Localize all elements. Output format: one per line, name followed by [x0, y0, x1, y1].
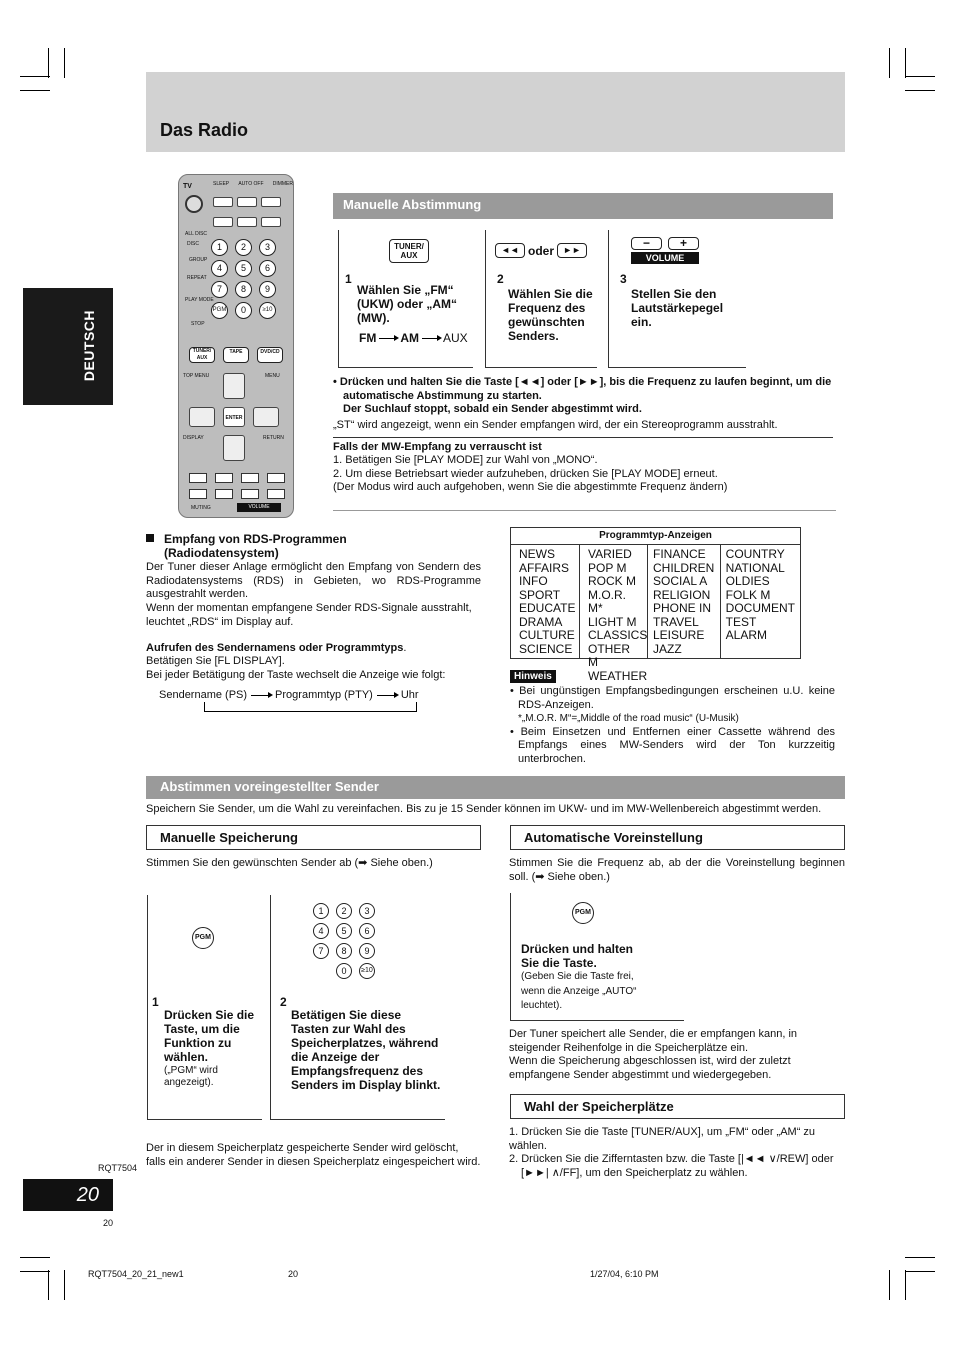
volume-row [189, 489, 285, 499]
fast-forward-key: ►► [557, 243, 587, 258]
step-number: 1 [152, 995, 159, 1009]
enter-key: ENTER [223, 407, 245, 427]
auto-tuning-note: • Drücken und halten Sie die Taste [◄◄] oder [►►], bis die Frequenz zu laufen beginnt, um die automatische Abstimmung zu starten. Der Suchlauf stoppt, sobald ein Sender abgestimmt wird. [333, 376, 832, 415]
rds-display-cycle: Sendername (PS) Programmtyp (PTY) Uhr [159, 689, 419, 701]
step-divider [147, 895, 148, 1120]
step-divider [338, 230, 339, 368]
file-name: RQT7504_20_21_new1 [88, 1269, 184, 1279]
step-number: 2 [497, 272, 504, 286]
rds-heading: Empfang von RDS-Programmen (Radiodatensystem) [164, 532, 347, 560]
pgm-key: PGM [192, 927, 214, 949]
page-number: 20 [23, 1179, 113, 1211]
step-divider [270, 895, 271, 1120]
remote-button [213, 217, 233, 227]
table-column: NEWS AFFAIRS INFO SPORT EDUCATE DRAMA CULTURE SCIENCE [511, 545, 580, 658]
auto-preset-para: Der Tuner speichert alle Sender, die er empfangen kann, in steigender Reihenfolge in die Speicherplätze ein. Wenn die Speicherung abgeschlossen ist, wird der zuletzt empfangene Sender abgestimmt und wiedergegeben. [509, 1028, 798, 1081]
step-divider [485, 367, 597, 368]
mw-steps: 1. Betätigen Sie [PLAY MODE] zur Wahl von „MONO“. 2. Um diese Betriebsart wieder aufzuheben, drücken Sie [PLAY MODE] erneut. (Der Modus wird auch aufgehoben, wenn Sie die abgestimmte Frequenz ändern) [333, 454, 728, 493]
down-arrow-key [223, 435, 245, 461]
rds-instructions: Betätigen Sie [FL DISPLAY]. Bei jeder Betätigung der Taste wechselt die Anzeige wie folgt: [146, 655, 446, 681]
rds-subheading: Aufrufen des Sendernamens oder Programmtyps. [146, 642, 407, 654]
crop-mark [905, 90, 935, 91]
crop-mark [64, 1270, 65, 1300]
power-icon [185, 195, 203, 213]
dvd-cd-key: DVD/CD [257, 347, 283, 363]
step1-text: Wählen Sie „FM“ (UKW) oder „AM“ (MW). [357, 283, 457, 325]
rewind-key: ◄◄ [495, 243, 525, 258]
muting-label: MUTING [191, 505, 211, 511]
disc-label: DISC [187, 241, 199, 247]
remote-button [261, 197, 281, 207]
divider [333, 510, 836, 511]
step3-text: Stellen Sie den Lautstärkepegel ein. [631, 287, 724, 329]
volume-down-key: − [631, 237, 662, 250]
all-disc-label: ALL DISC [185, 231, 208, 237]
repeat-label: REPEAT [187, 275, 207, 281]
crop-mark [905, 1270, 906, 1300]
table-title: Programmtyp-Anzeigen [511, 528, 800, 545]
display-label: DISPLAY [183, 435, 204, 441]
tv-label: TV [183, 183, 192, 190]
crop-mark [905, 76, 935, 77]
preset-selection-title: Wahl der Speicherplätze [510, 1094, 845, 1119]
number-keys: 1 2 3 4 5 6 7 8 9 0 ≥10 [313, 903, 375, 979]
crop-mark [905, 1257, 935, 1258]
remote-numpad: 1 2 3 4 5 6 7 8 9 PGM 0 ≥10 [211, 239, 276, 319]
manual-memory-intro: Stimmen Sie den gewünschten Sender ab (➡ Siehe oben.) [146, 857, 433, 869]
tuner-aux-key: TUNER/ AUX [189, 347, 215, 363]
print-date: 1/27/04, 6:10 PM [590, 1269, 659, 1279]
table-column: VARIED POP M ROCK M M.O.R. M* LIGHT M CLASSICS OTHER M WEATHER [580, 545, 648, 658]
step-divider [510, 1020, 684, 1021]
crop-mark [889, 1270, 890, 1300]
arrow-icon [379, 338, 397, 339]
crop-mark [64, 48, 65, 78]
remote-button [237, 197, 257, 207]
group-label: GROUP [189, 257, 208, 263]
auto-preset-title: Automatische Voreinstellung [510, 825, 845, 850]
manual-step1-note: („PGM“ wird angezeigt). [164, 1065, 218, 1088]
seek-keys: ◄◄ oder ►► [495, 243, 587, 258]
left-arrow-key [189, 407, 215, 427]
tuner-aux-key: TUNER/ AUX [389, 239, 429, 263]
step-divider [147, 1119, 262, 1120]
step-number: 1 [345, 272, 352, 286]
remote-control [178, 174, 294, 518]
crop-mark [20, 76, 50, 77]
auto-step-note: (Geben Sie die Taste frei, wenn die Anzeige „AUTO“ leuchtet). [521, 971, 637, 1011]
page-title: Das Radio [160, 120, 249, 140]
manual-memory-title: Manuelle Speicherung [146, 825, 481, 850]
crop-mark [20, 1257, 50, 1258]
note-badge: Hinweis [510, 670, 556, 683]
remote-top-row: SLEEP AUTO OFF DIMMER [213, 181, 293, 187]
crop-mark [905, 1271, 935, 1272]
section-title-presets: Abstimmen voreingestellter Sender [146, 776, 845, 799]
note-list: • Bei ungünstigen Empfangsbedingungen erscheinen u.U. keine RDS-Anzeigen. *„M.O.R. M“=„Middle of the road music“ (U-Musik) • Beim Einsetzen und Entfernen einer Cassette während des Empfangs eines MW-Senders wird der Ton kurzzeitig unterbrochen. [510, 685, 835, 765]
square-bullet-icon [146, 534, 154, 542]
step-divider [338, 367, 473, 368]
crop-mark [20, 1271, 50, 1272]
stereo-note: „ST“ wird angezeigt, wenn ein Sender empfangen wird, der ein Stereoprogramm ausstrahlt. [333, 419, 778, 431]
presets-intro: Speichern Sie Sender, um die Wahl zu vereinfachen. Bis zu je 15 Sender können im UKW- und im MW-Wellenbereich abgestimmt werden. [146, 803, 822, 815]
band-cycle: FM AM AUX [359, 331, 468, 345]
rds-para1: Der Tuner dieser Anlage ermöglicht den Empfang von Sendern des Radiodatensystems (RDS) in Gebieten, wo RDS-Programme ausgestrahlt werden. [146, 561, 481, 600]
language-tab-label: DEUTSCH [81, 310, 97, 382]
auto-preset-intro: Stimmen Sie die Frequenz ab, ab der die Voreinstellung beginnen soll. (➡ Siehe oben.) [509, 857, 845, 883]
crop-mark [48, 48, 49, 78]
return-label: RETURN [263, 435, 284, 441]
model-code: RQT7504 [98, 1163, 138, 1173]
cycle-return-line [204, 702, 417, 712]
language-tab [23, 288, 113, 405]
table-column: FINANCE CHILDREN SOCIAL A RELIGION PHONE IN TRAVEL LEISURE JAZZ [648, 545, 721, 658]
divider [333, 437, 833, 438]
step-divider [510, 893, 511, 1021]
remote-button [261, 217, 281, 227]
up-arrow-key [223, 373, 245, 399]
right-arrow-key [253, 407, 279, 427]
pgm-key: PGM [572, 902, 594, 924]
remote-button [237, 217, 257, 227]
top-menu-label: TOP MENU [183, 373, 210, 379]
section-title-manual-tuning: Manuelle Abstimmung [333, 193, 833, 219]
arrow-icon [251, 695, 271, 696]
volume-label: VOLUME [631, 252, 699, 264]
file-page: 20 [288, 1269, 299, 1279]
step-divider [608, 230, 609, 368]
manual-step2-text: Betätigen Sie diese Tasten zur Wahl des Speicherplatzes, während die Anzeige der Empfangsfrequenz des Senders im Display blinkt. [291, 1008, 441, 1092]
crop-mark [20, 90, 50, 91]
step-divider [608, 367, 746, 368]
page-header [146, 72, 845, 152]
auto-step-text: Drücken und halten Sie die Taste. [521, 942, 634, 970]
volume-label: VOLUME [237, 503, 281, 512]
tape-key: TAPE [223, 347, 249, 363]
volume-keys [631, 237, 699, 250]
page-number-small: 20 [103, 1218, 114, 1228]
remote-button [213, 197, 233, 207]
arrow-icon [377, 695, 397, 696]
rds-para2: Wenn der momentan empfangene Sender RDS-Signale ausstrahlt, leuchtet „RDS“ im Display auf. [146, 602, 472, 628]
crop-mark [48, 1270, 49, 1300]
table-column: COUNTRY NATIONAL OLDIES FOLK M DOCUMENT TEST ALARM [725, 547, 795, 642]
arrow-icon [422, 338, 440, 339]
manual-step1-text: Drücken Sie die Taste, um die Funktion zu wählen. [164, 1008, 255, 1064]
step-divider [485, 230, 486, 368]
mw-title: Falls der MW-Empfang zu verrauscht ist [333, 441, 542, 453]
manual-memory-footer: Der in diesem Speicherplatz gespeicherte Sender wird gelöscht, falls ein anderer Sender in diesen Speicherplatz eingespeichert wird. [146, 1142, 481, 1168]
step-number: 3 [620, 272, 627, 286]
preset-selection-steps: 1. Drücken Sie die Taste [TUNER/AUX], um „FM“ oder „AM“ zu wählen. 2. Drücken Sie die Zifferntasten bzw. die Taste [|◄◄ ∨/REW] oder [►►| ∧/FF], um den Speicherplatz zu wählen. [509, 1126, 834, 1179]
crop-mark [905, 48, 906, 78]
menu-label: MENU [265, 373, 280, 379]
step-divider [270, 1119, 445, 1120]
play-mode-label: PLAY MODE [185, 297, 214, 303]
volume-up-key: + [668, 237, 699, 250]
stop-label: STOP [191, 321, 205, 327]
skip-row [189, 473, 285, 483]
crop-mark [889, 48, 890, 78]
step-number: 2 [280, 995, 287, 1009]
step2-text: Wählen Sie die Frequenz des gewünschten Senders. [508, 287, 593, 343]
